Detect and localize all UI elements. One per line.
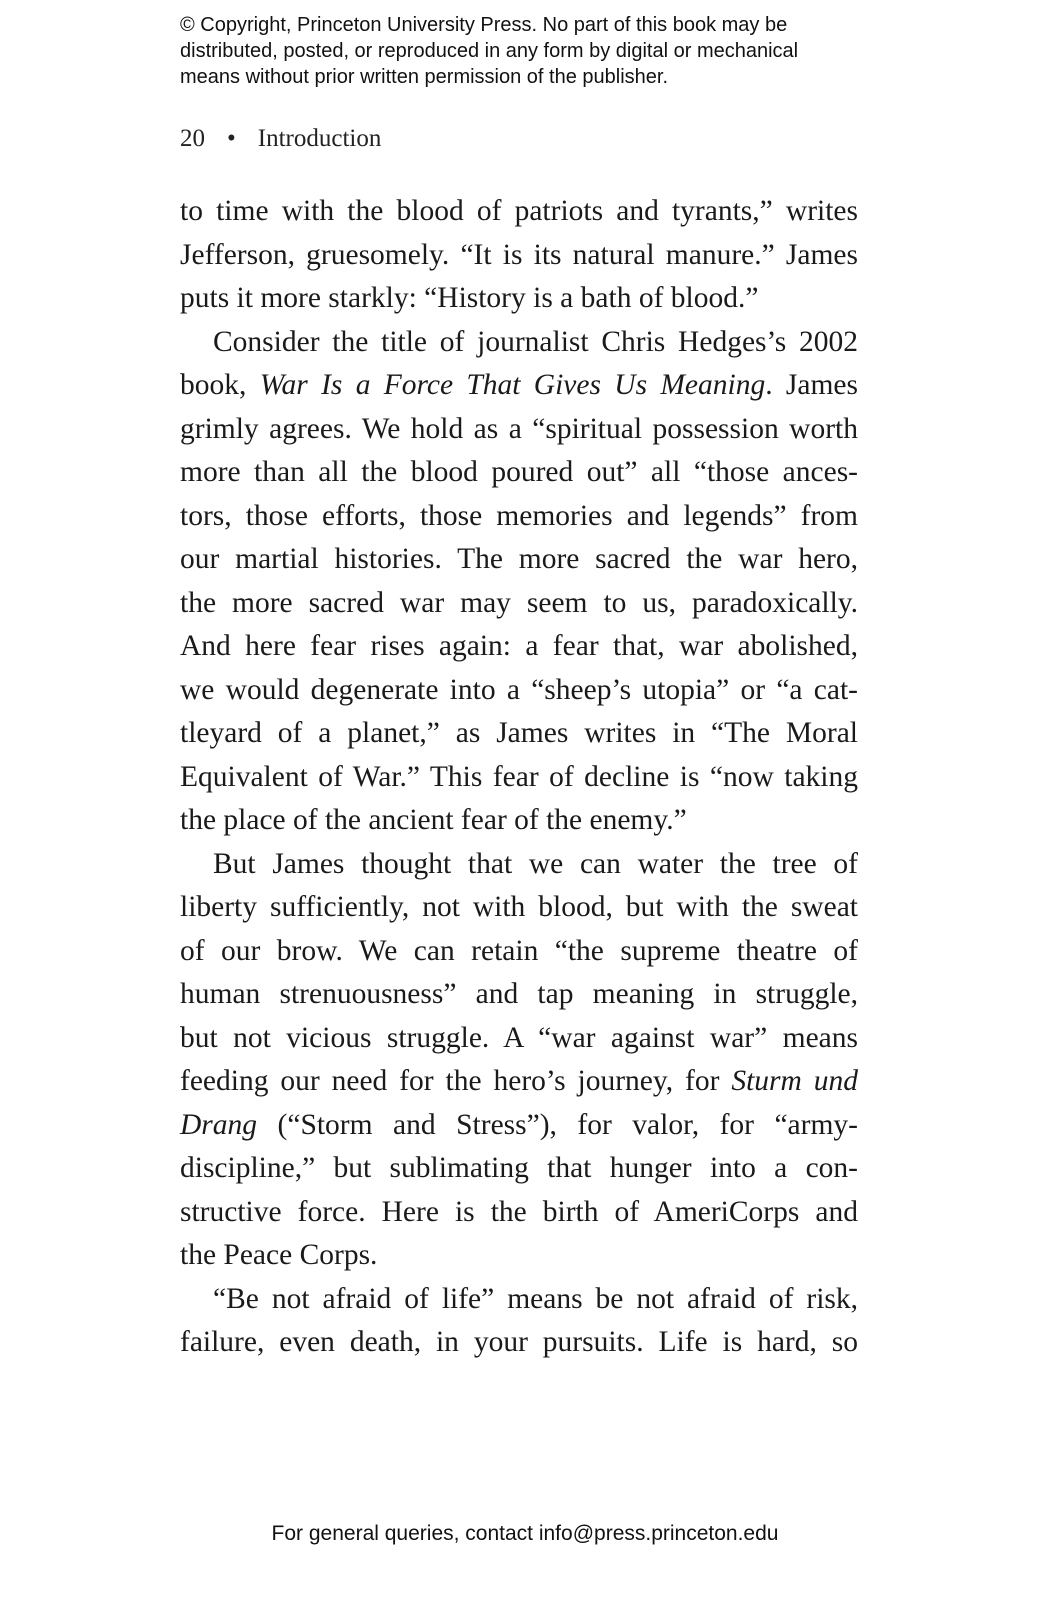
text-line: grimly agrees. We hold as a “spiritual possession worth	[180, 412, 858, 445]
text-fragment: . James	[765, 369, 859, 401]
text-line: But James thought that we can water the tree of	[213, 847, 858, 880]
text-line: the place of the ancient fear of the enemy.”	[180, 804, 687, 836]
text-line: And here fear rises again: a fear that, war abolished,	[180, 630, 858, 662]
text-line: more than all the blood poured out” all “those ances-	[180, 456, 858, 488]
copyright-line: distributed, posted, or reproduced in any form by digital or mechanical	[180, 40, 799, 62]
text-line: structive force. Here is the birth of AmeriCorps and	[180, 1195, 858, 1228]
text-fragment: book,	[180, 369, 260, 401]
bullet-separator: •	[227, 125, 236, 152]
book-title: War Is a Force That Gives Us Meaning	[259, 369, 766, 401]
text-fragment: (“Storm and Stress”), for valor, for “army-	[257, 1108, 858, 1141]
footer-contact: For general queries, contact info@press.princeton.edu	[271, 1522, 779, 1545]
text-line: tors, those efforts, those memories and legends” from	[180, 499, 858, 532]
body-text	[180, 190, 858, 1365]
text-line: of our brow. We can retain “the supreme theatre of	[180, 934, 858, 967]
foreign-term: Drang	[180, 1108, 258, 1141]
foreign-term: Sturm und	[731, 1065, 858, 1097]
text-line: Equivalent of War.” This fear of decline is “now taking	[180, 760, 858, 793]
text-line	[180, 1104, 858, 1148]
text-line: but not vicious struggle. A “war against war” means	[180, 1021, 858, 1054]
page-number: 20	[180, 125, 205, 152]
running-head	[180, 124, 381, 154]
text-line: we would degenerate into a “sheep’s utopia” or “a cat-	[180, 673, 858, 706]
text-line: discipline,” but sublimating that hunger into a con-	[180, 1152, 858, 1184]
text-line	[180, 1060, 858, 1104]
text-fragment: feeding our need for the hero’s journey, for	[180, 1065, 732, 1097]
text-line: human strenuousness” and tap meaning in struggle,	[180, 978, 858, 1010]
text-line: failure, even death, in your pursuits. Life is hard, so	[180, 1326, 858, 1358]
text-line: liberty sufficiently, not with blood, but with the sweat	[180, 891, 858, 923]
text-line: our martial histories. The more sacred the war hero,	[180, 543, 858, 575]
text-line: to time with the blood of patriots and tyrants,” writes	[180, 195, 858, 227]
text-line: “Be not afraid of life” means be not afraid of risk,	[213, 1282, 858, 1315]
text-line: the more sacred war may seem to us, paradoxically.	[180, 586, 858, 619]
text-line: tleyard of a planet,” as James writes in “The Moral	[180, 717, 858, 749]
copyright-line: © Copyright, Princeton University Press. No part of this book may be	[180, 14, 788, 36]
section-title: Introduction	[257, 125, 382, 152]
text-line: Jefferson, gruesomely. “It is its natural manure.” James	[180, 238, 858, 271]
text-line	[180, 364, 858, 408]
copyright-line: means without prior written permission of the publisher.	[180, 66, 669, 88]
text-line: the Peace Corps.	[180, 1239, 378, 1271]
text-line: puts it more starkly: “History is a bath of blood.”	[180, 282, 759, 314]
text-line: Consider the title of journalist Chris Hedges’s 2002	[213, 325, 858, 358]
copyright-notice	[180, 12, 900, 90]
